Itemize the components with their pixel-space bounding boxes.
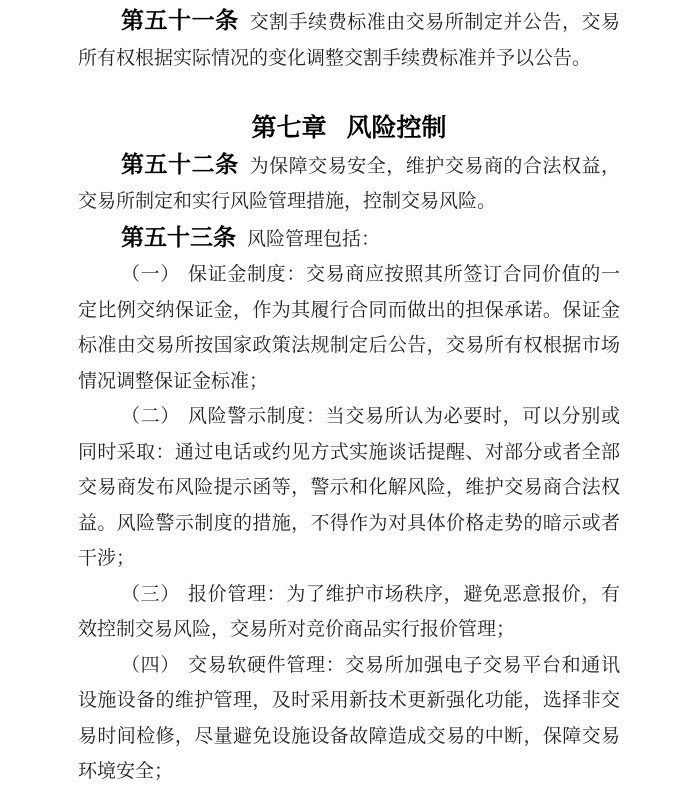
article-53-number: 第五十三条 — [121, 223, 236, 250]
chapter-heading — [78, 111, 620, 147]
article-51-text: 交割手续费标准由交易所制定并公告，交易所有权根据实际情况的变化调整交割手续费标准并予以公告。 — [78, 12, 620, 69]
risk-item-2-text: 风险警示制度：当交易所认为必要时，可以分别或同时采取：通过电话或约见方式实施谈话提醒、对部分或者全部交易商发布风险提示函等，警示和化解风险，维护交易商合法权益。风险警示制度的措施，不得作为对具体价格走势的暗示或者干涉； — [78, 406, 620, 569]
chapter-title: 风险控制 — [346, 114, 447, 142]
article-52-text: 为保障交易安全，维护交易商的合法权益，交易所制定和实行风险管理措施，控制交易风险。 — [78, 155, 620, 212]
risk-item-1-paragraph — [78, 257, 620, 399]
article-53-text: 风险管理包括： — [247, 228, 381, 250]
article-52-number: 第五十二条 — [121, 150, 239, 177]
risk-item-3-paragraph — [78, 577, 620, 648]
risk-item-4-text: 交易软硬件管理：交易所加强电子交易平台和通讯设施设备的维护管理，及时采用新技术更新强化功能，选择非交易时间检修，尽量避免设施设备故障造成交易的中断，保障交易环境安全； — [78, 654, 620, 782]
chapter-number: 第七章 — [251, 114, 327, 142]
risk-item-2-paragraph — [78, 399, 620, 577]
risk-item-4-number: （四） — [121, 654, 180, 676]
risk-item-3-number: （三） — [121, 583, 180, 605]
risk-item-1-text: 保证金制度：交易商应按照其所签订合同价值的一定比例交纳保证金，作为其履行合同而做出的担保承诺。保证金标准由交易所按国家政策法规制定后公告，交易所有权根据市场情况调整保证金标准； — [78, 264, 620, 392]
article-51-paragraph — [78, 3, 620, 76]
risk-item-3-text: 报价管理：为了维护市场秩序，避免恶意报价，有效控制交易风险，交易所对竞价商品实行报价管理； — [78, 583, 620, 640]
risk-item-1-number: （一） — [121, 264, 180, 285]
article-53-paragraph — [78, 220, 620, 258]
risk-item-2-number: （二） — [121, 406, 180, 427]
article-52-paragraph — [78, 147, 620, 220]
risk-item-4-paragraph — [78, 648, 620, 785]
article-51-number: 第五十一条 — [121, 7, 239, 33]
